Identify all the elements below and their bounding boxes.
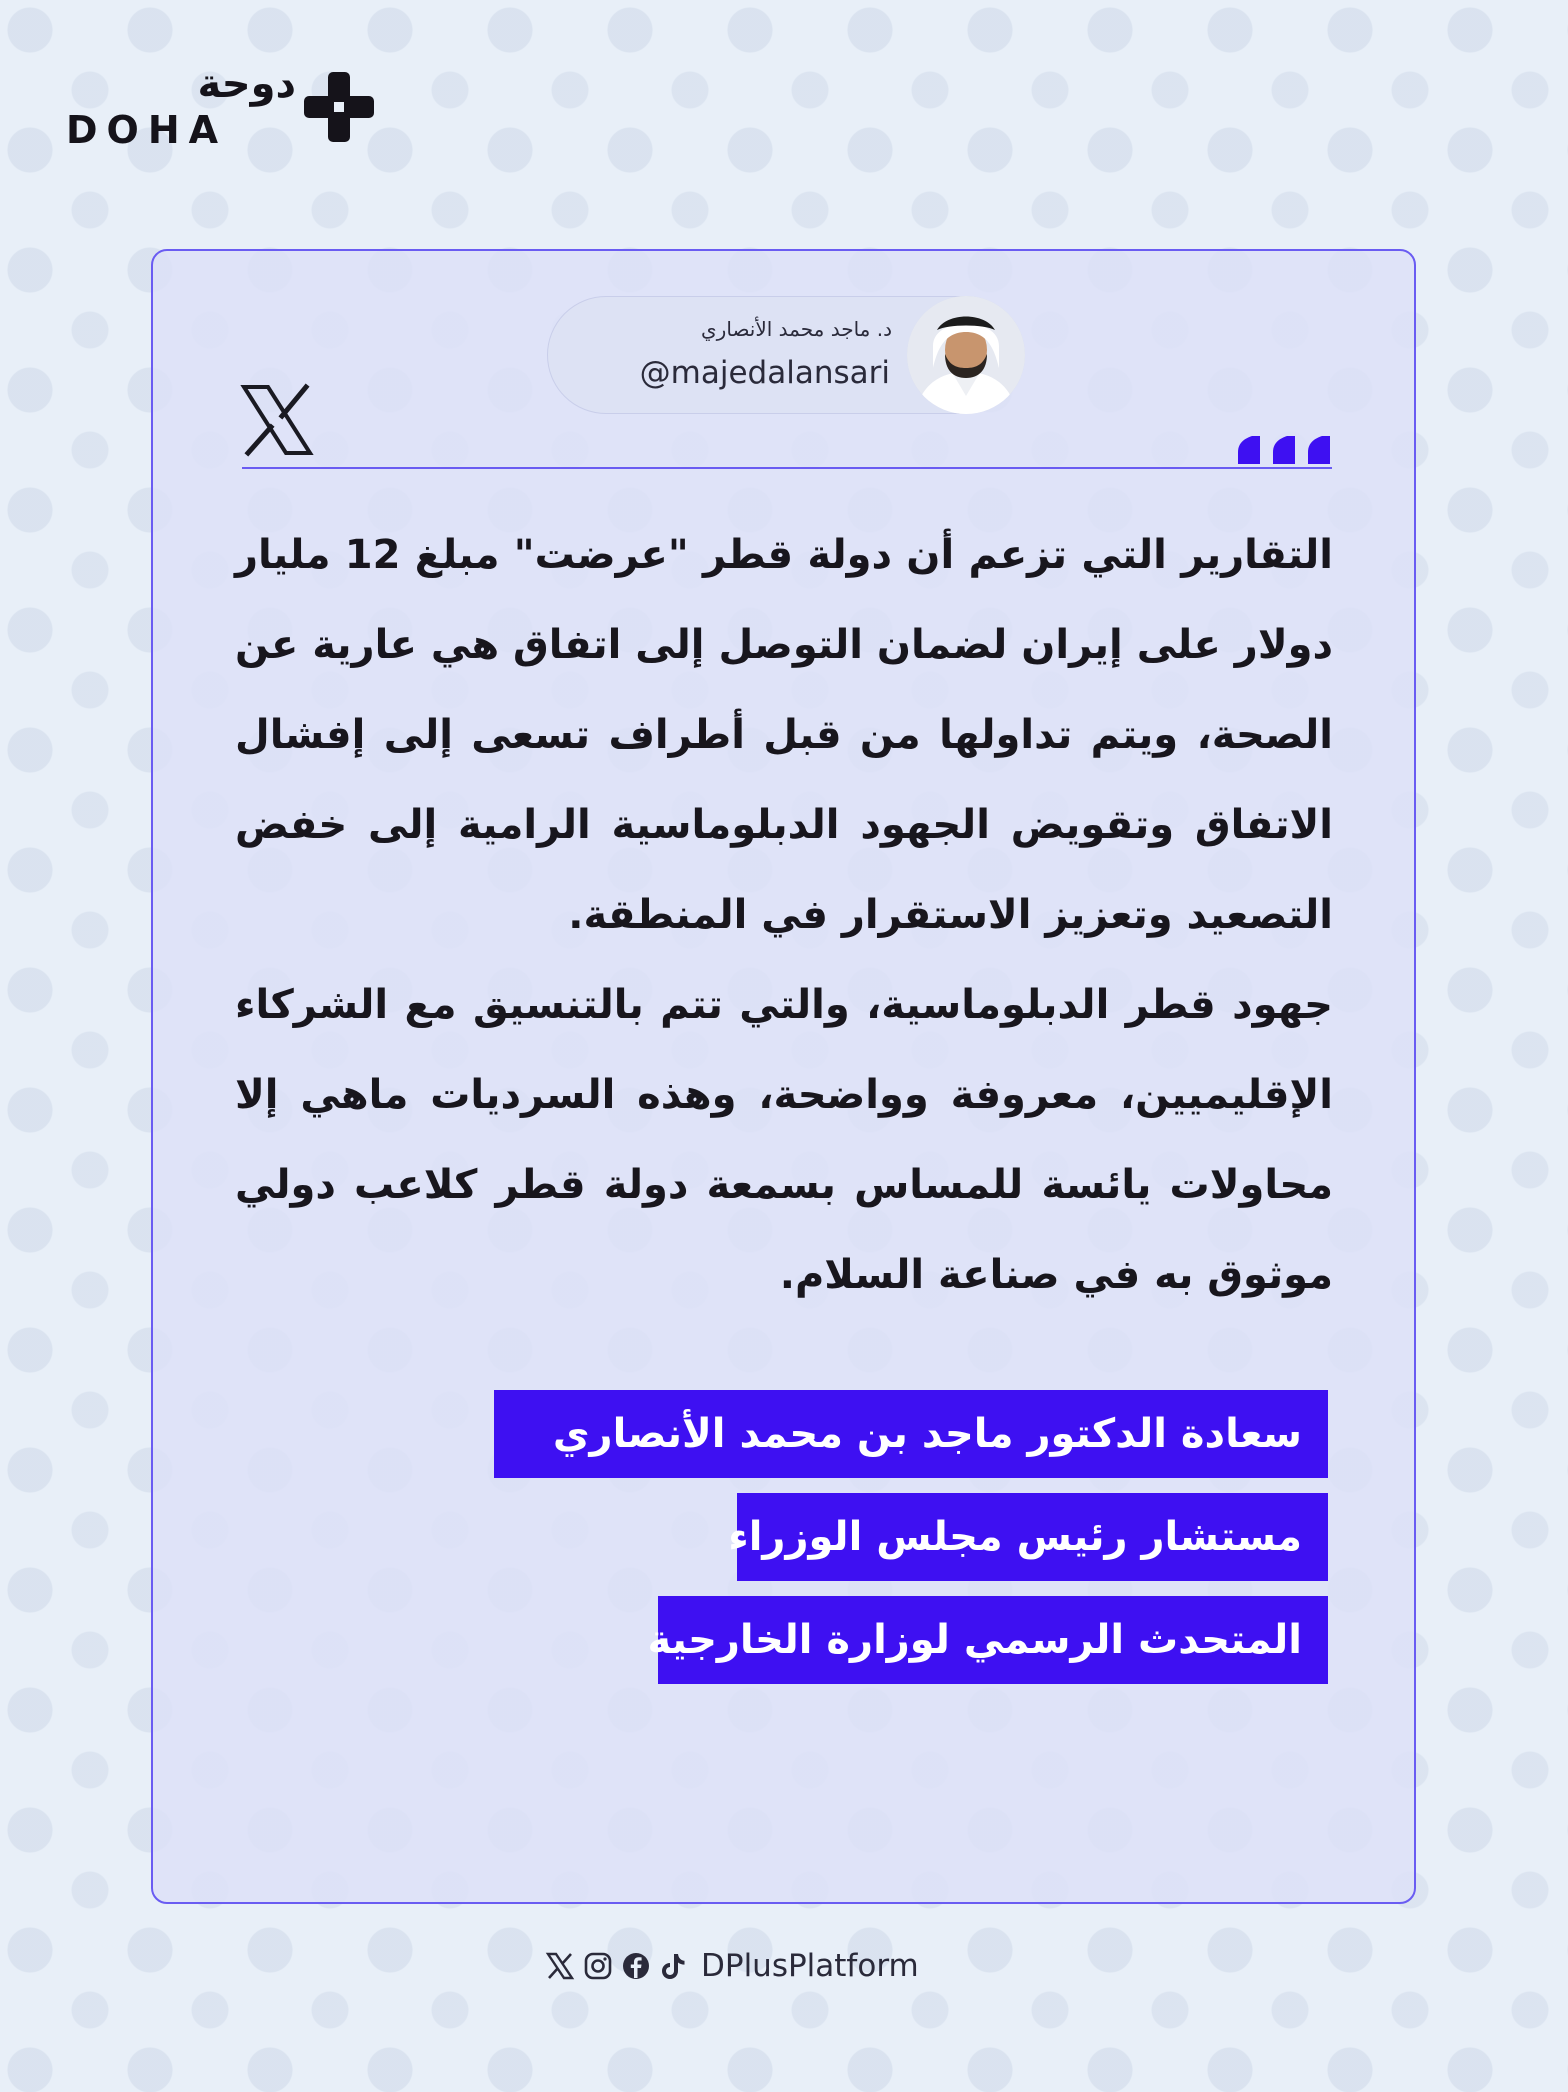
logo-arabic-text: دوحة bbox=[197, 61, 296, 107]
logo-english-text: DOHA bbox=[66, 108, 228, 152]
x-icon[interactable] bbox=[545, 1951, 575, 1981]
avatar-portrait-icon bbox=[907, 296, 1025, 414]
doha-logo bbox=[64, 62, 374, 152]
profile-handle: @majedalansari bbox=[639, 355, 890, 391]
facebook-icon[interactable] bbox=[621, 1951, 651, 1981]
x-logo-icon bbox=[240, 383, 314, 457]
header-divider bbox=[242, 467, 1332, 469]
tiktok-icon[interactable] bbox=[659, 1951, 687, 1981]
instagram-icon[interactable] bbox=[583, 1951, 613, 1981]
tweet-paragraph: التقارير التي تزعم أن دولة قطر "عرضت" مبلغ 12 مليار دولار على إيران لضمان التوصل إلى اتفاق هي عارية عن الصحة، ويتم تداولها من قبل أطراف تسعى إلى إفشال الاتفاق وتقويض الجهود الدبلوماسية الرامية إلى خفض التصعيد وتعزيز الاستقرار في المنطقة. bbox=[235, 532, 1333, 938]
footer-handle[interactable]: DPlusPlatform bbox=[701, 1948, 919, 1984]
profile-name: د. ماجد محمد الأنصاري bbox=[701, 317, 892, 341]
tweet-body bbox=[235, 510, 1333, 1330]
attribution-title-label: مستشار رئيس مجلس الوزراء bbox=[737, 1493, 1328, 1581]
quote-marks-icon bbox=[1238, 436, 1330, 464]
attribution-name-label: سعادة الدكتور ماجد بن محمد الأنصاري bbox=[494, 1390, 1328, 1478]
tweet-paragraph: جهود قطر الدبلوماسية، والتي تتم بالتنسيق مع الشركاء الإقليميين، معروفة وواضحة، وهذه السرديات ماهي إلا محاولات يائسة للمساس بسمعة دولة قطر كلاعب دولي موثوق به في صناعة السلام. bbox=[235, 982, 1333, 1298]
plus-logo-icon bbox=[304, 72, 374, 142]
avatar bbox=[907, 296, 1025, 414]
attribution-title-label: المتحدث الرسمي لوزارة الخارجية bbox=[658, 1596, 1328, 1684]
footer-social bbox=[545, 1944, 1045, 1988]
